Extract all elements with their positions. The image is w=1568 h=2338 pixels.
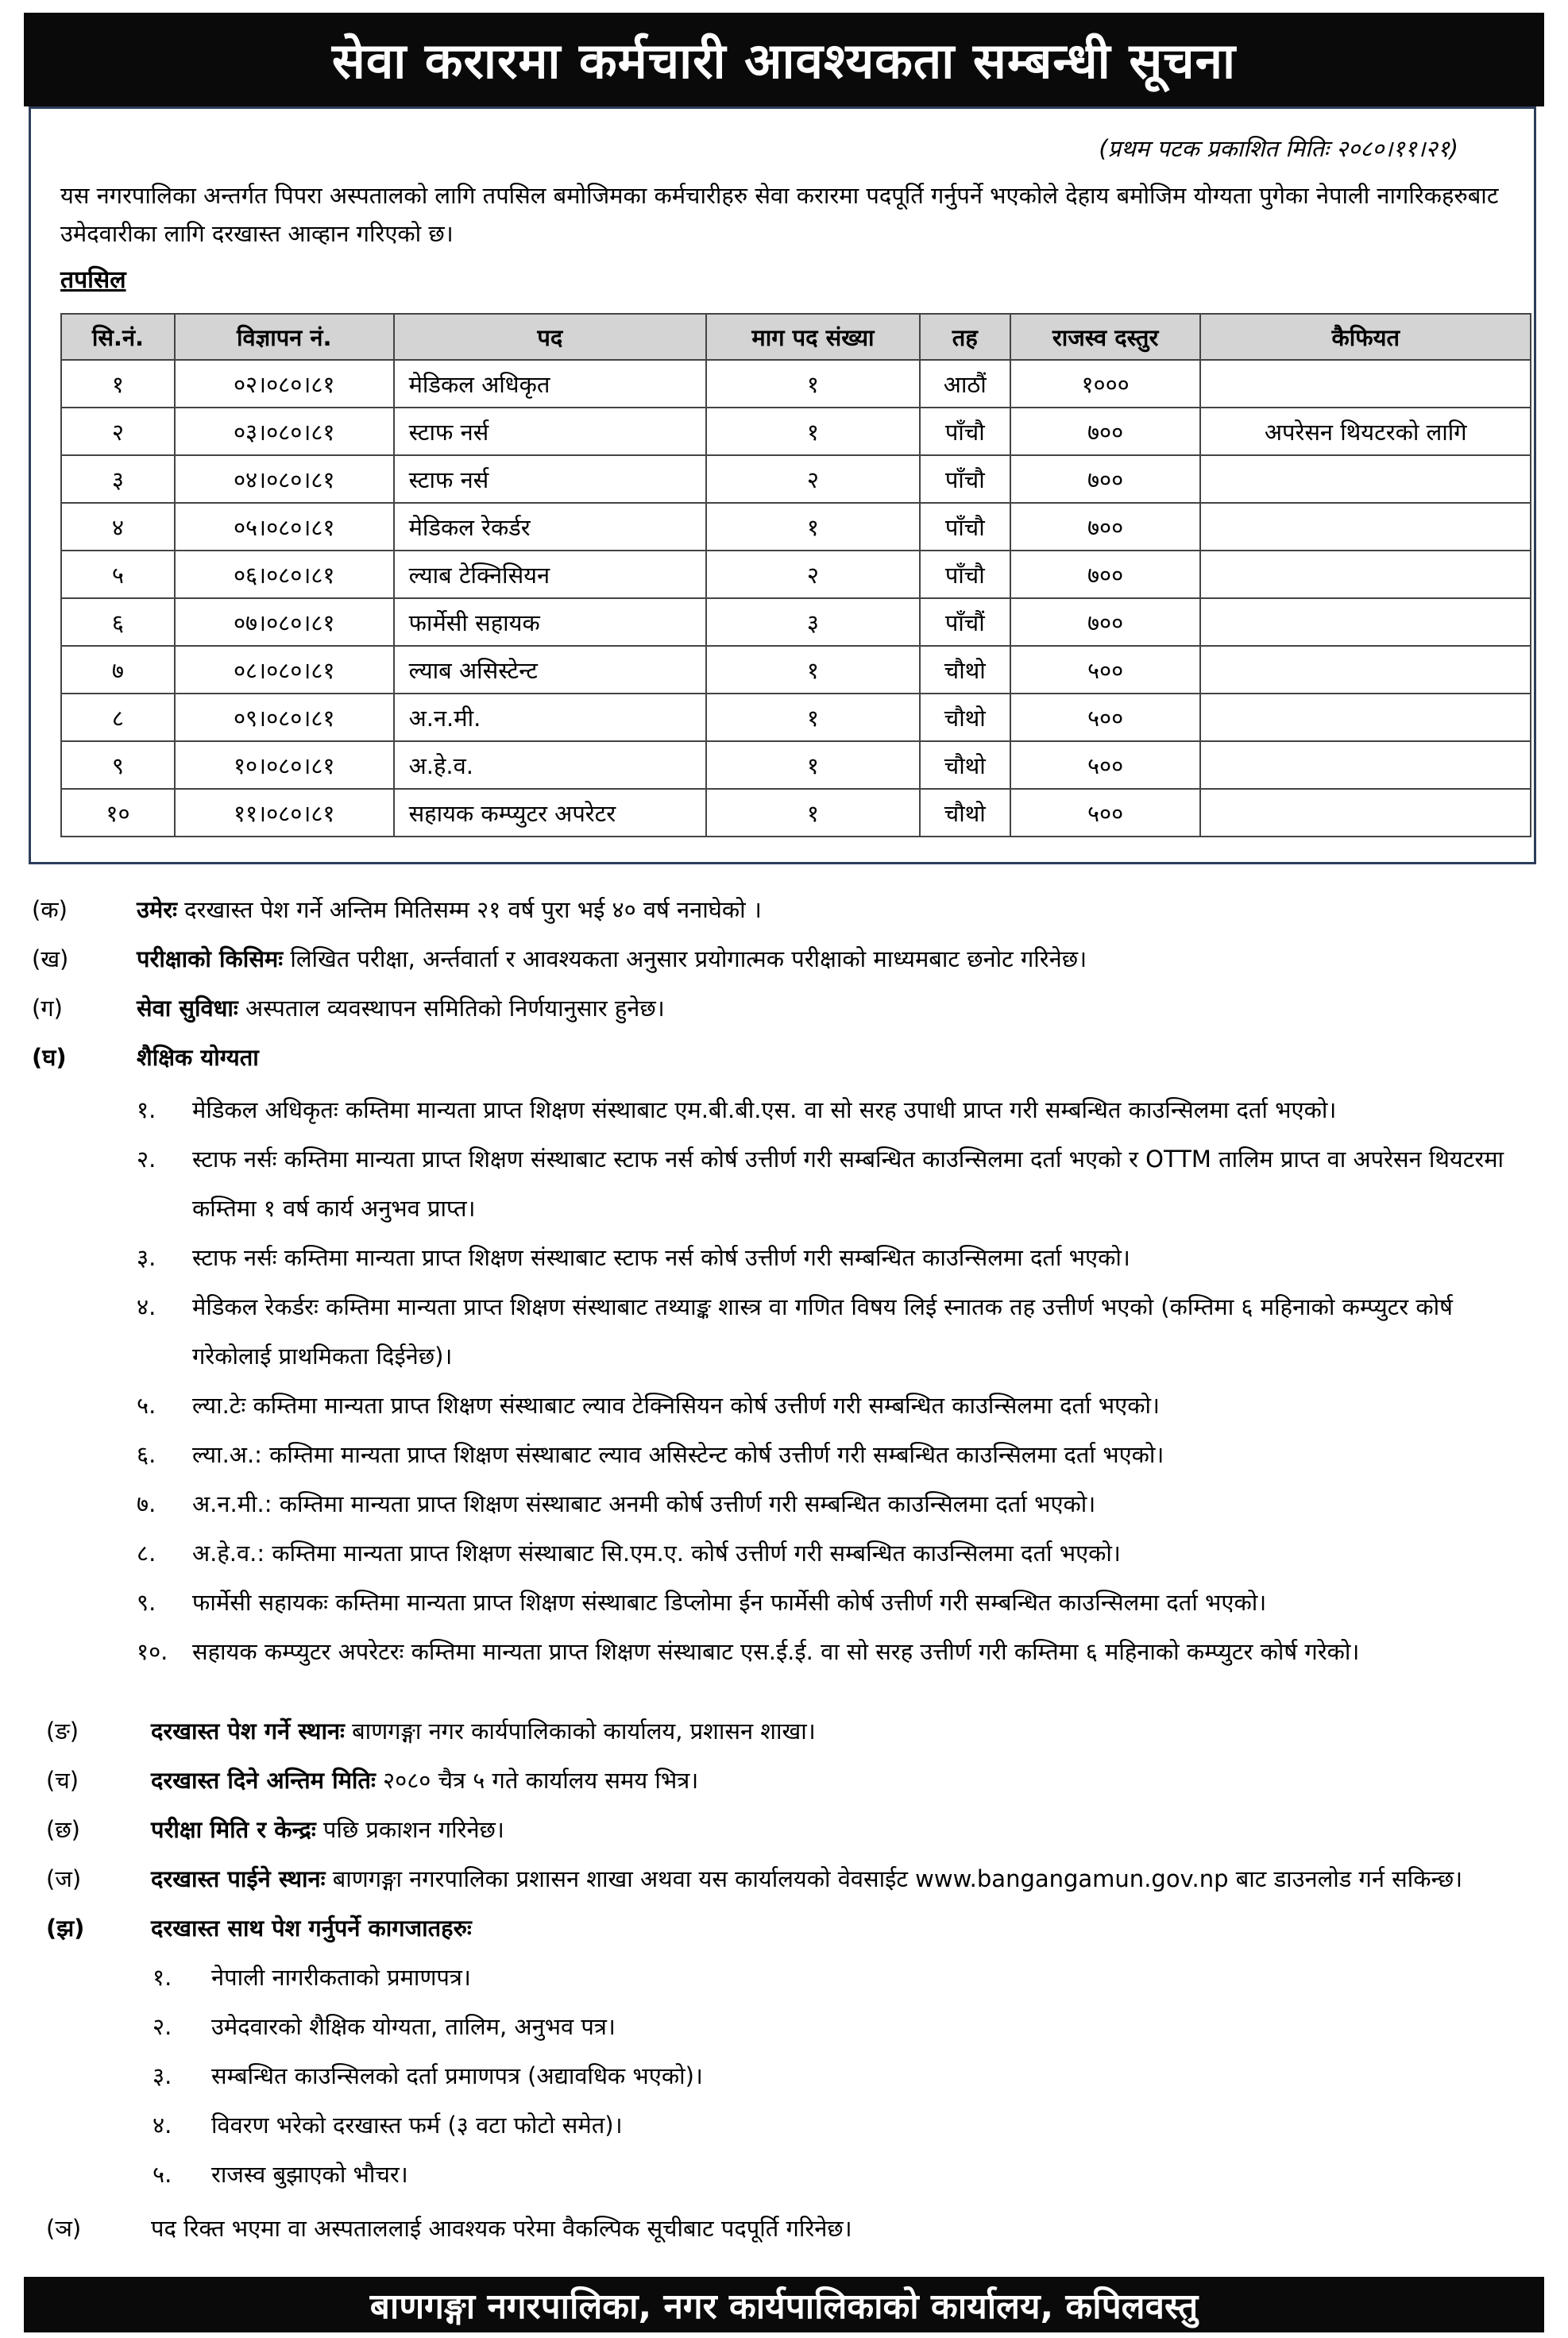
table-row — [61, 503, 1531, 551]
item-number: ४. — [137, 1293, 156, 1320]
publication-date: (प्रथम पटक प्रकाशित मितिः २०८०।११।२१) — [1099, 135, 1458, 162]
item-number: २. — [153, 2013, 172, 2040]
cell-fee: ५०० — [1010, 741, 1201, 789]
item-text: पद रिक्त भएमा वा अस्पताललाई आवश्यक परेमा वैकल्पिक सूचीबाट पदपूर्ति गरिनेछ। — [151, 2215, 852, 2242]
exam-date-center — [46, 1805, 1533, 1854]
item-text: उमेदवारको शैक्षिक योग्यता, तालिम, अनुभव पत्र। — [211, 2013, 616, 2040]
cell-level: पाँचौ — [920, 455, 1010, 503]
required-documents — [46, 1903, 1533, 1953]
item-number: ३. — [153, 2062, 172, 2089]
list-item — [153, 1953, 1503, 2002]
item-text: पछि प्रकाशन गरिनेछ। — [315, 1816, 504, 1843]
item-text: मेडिकल अधिकृतः कम्तिमा मान्यता प्राप्त शिक्षण संस्थाबाट एम.बी.बी.एस. वा सो सरह उपाधी प्राप्त गरी सम्बन्धित काउन्सिलमा दर्ता भएको। — [192, 1096, 1337, 1123]
cell-remarks — [1200, 360, 1531, 408]
cell-fee: ५०० — [1010, 694, 1201, 741]
cell-sn: ७ — [61, 646, 175, 694]
item-marker: (झ) — [46, 1915, 85, 1942]
intro-paragraph: यस नगरपालिका अन्तर्गत पिपरा अस्पतालको लागि तपसिल बमोजिमका कर्मचारीहरु सेवा करारमा पदपूर्ति गर्नुपर्ने भएकोले देहाय बमोजिम योग्यता पुगेका नेपाली नागरिकहरुबाट उमेदवारीका लागि दरखास्त आव्हान गरिएको छ। — [60, 182, 1499, 247]
cell-sn: ९ — [61, 741, 175, 789]
cell-ad-no: ०४।०८०।८१ — [175, 455, 394, 503]
cell-count: १ — [706, 789, 920, 837]
cell-ad-no: ०३।०८०।८१ — [175, 408, 394, 455]
cell-count: १ — [706, 408, 920, 455]
item-marker: (घ) — [32, 1044, 67, 1071]
cell-sn: ४ — [61, 503, 175, 551]
cell-fee: ७०० — [1010, 408, 1201, 455]
application-deadline — [46, 1756, 1533, 1805]
header-sn: सि.नं. — [61, 314, 175, 360]
list-item — [137, 1578, 1535, 1627]
item-text: २०८० चैत्र ५ गते कार्यालय समय भित्र। — [375, 1767, 699, 1794]
cell-sn: १ — [61, 360, 175, 408]
list-item — [137, 1233, 1535, 1282]
cell-remarks — [1200, 646, 1531, 694]
cell-post: स्टाफ नर्स — [394, 408, 707, 455]
cell-post: अ.न.मी. — [394, 694, 707, 741]
item-text: विवरण भरेको दरखास्त फर्म (३ वटा फोटो समेत)। — [211, 2112, 623, 2139]
cell-post: स्टाफ नर्स — [394, 455, 707, 503]
item-heading: दरखास्त साथ पेश गर्नुपर्ने कागजातहरुः — [151, 1915, 472, 1942]
item-heading: दरखास्त पाईने स्थानः — [151, 1865, 326, 1892]
cell-remarks — [1200, 741, 1531, 789]
notice-title: सेवा करारमा कर्मचारी आवश्यकता सम्बन्धी सूचना — [24, 13, 1544, 106]
cell-fee: ५०० — [1010, 789, 1201, 837]
header-count: माग पद संख्या — [706, 314, 920, 360]
cell-level: पाँचौ — [920, 503, 1010, 551]
list-item — [137, 1627, 1535, 1676]
cell-remarks: अपरेसन थियटरको लागि — [1200, 408, 1531, 455]
item-text: स्टाफ नर्सः कम्तिमा मान्यता प्राप्त शिक्षण संस्थाबाट स्टाफ नर्स कोर्ष उत्तीर्ण गरी सम्बन्धित काउन्सिलमा दर्ता भएको। — [192, 1244, 1130, 1271]
condition-education — [32, 1033, 1533, 1082]
cell-remarks — [1200, 503, 1531, 551]
list-item — [153, 2100, 1503, 2150]
cell-ad-no: ०२।०८०।८१ — [175, 360, 394, 408]
cell-level: पाँचौ — [920, 408, 1010, 455]
footer-office-name: बाणगङ्गा नगरपालिका, नगर कार्यपालिकाको कार्यालय, कपिलवस्तु — [24, 2277, 1544, 2332]
item-heading: सेवा सुविधाः — [137, 995, 238, 1022]
list-item — [137, 1282, 1535, 1381]
cell-fee: ५०० — [1010, 646, 1201, 694]
cell-level: चौथो — [920, 646, 1010, 694]
cell-post: ल्याब असिस्टेन्ट — [394, 646, 707, 694]
item-number: १. — [137, 1096, 156, 1123]
cell-ad-no: ११।०८०।८१ — [175, 789, 394, 837]
item-number: ३. — [137, 1244, 156, 1271]
item-text: ल्या.टेः कम्तिमा मान्यता प्राप्त शिक्षण संस्थाबाट ल्याव टेक्निसियन कोर्ष उत्तीर्ण गरी सम्बन्धित काउन्सिलमा दर्ता भएको। — [192, 1392, 1160, 1419]
cell-fee: ७०० — [1010, 503, 1201, 551]
table-row — [61, 789, 1531, 837]
cell-ad-no: ०८।०८०।८१ — [175, 646, 394, 694]
cell-sn: ३ — [61, 455, 175, 503]
item-text: नेपाली नागरीकताको प्रमाणपत्र। — [211, 1964, 471, 1991]
documents-list — [153, 1953, 1503, 2199]
cell-post: मेडिकल रेकर्डर — [394, 503, 707, 551]
cell-count: १ — [706, 694, 920, 741]
item-number: ९. — [137, 1589, 156, 1616]
item-heading: उमेरः — [137, 896, 177, 923]
cell-level: पाँचौ — [920, 551, 1010, 598]
table-row — [61, 741, 1531, 789]
cell-count: १ — [706, 503, 920, 551]
posts-table — [60, 313, 1531, 837]
table-row — [61, 360, 1531, 408]
table-row — [61, 408, 1531, 455]
item-number: १. — [153, 1964, 172, 1991]
item-text: ल्या.अ.: कम्तिमा मान्यता प्राप्त शिक्षण संस्थाबाट ल्याव असिस्टेन्ट कोर्ष उत्तीर्ण गरी सम्बन्धित काउन्सिलमा दर्ता भएको। — [192, 1441, 1164, 1468]
item-heading: परीक्षाको किसिमः — [137, 945, 284, 972]
item-heading: शैक्षिक योग्यता — [137, 1044, 259, 1071]
cell-sn: २ — [61, 408, 175, 455]
item-marker: (छ) — [46, 1816, 80, 1843]
item-text: सहायक कम्प्युटर अपरेटरः कम्तिमा मान्यता प्राप्त शिक्षण संस्थाबाट एस.ई.ई. वा सो सरह उत्तीर्ण गरी कम्तिमा ६ महिनाको कम्प्युटर कोर्ष गरेको। — [192, 1638, 1360, 1665]
cell-count: ३ — [706, 598, 920, 646]
item-text: स्टाफ नर्सः कम्तिमा मान्यता प्राप्त शिक्षण संस्थाबाट स्टाफ नर्स कोर्ष उत्तीर्ण गरी सम्बन्धित काउन्सिलमा दर्ता भएको र OTTM तालिम प्राप्त वा अपरेसन थियटरमा कम्तिमा १ वर्ष कार्य अनुभव प्राप्त। — [192, 1146, 1504, 1222]
item-text: सम्बन्धित काउन्सिलको दर्ता प्रमाणपत्र (अद्यावधिक भएको)। — [211, 2062, 703, 2089]
form-availability — [46, 1854, 1533, 1903]
cell-post: फार्मेसी सहायक — [394, 598, 707, 646]
cell-sn: ६ — [61, 598, 175, 646]
item-marker: (ञ) — [46, 2215, 82, 2242]
list-item — [137, 1528, 1535, 1578]
cell-remarks — [1200, 455, 1531, 503]
cell-count: १ — [706, 360, 920, 408]
cell-level: पाँचौं — [920, 598, 1010, 646]
list-item — [137, 1381, 1535, 1430]
item-marker: (क) — [32, 896, 68, 923]
cell-fee: ७०० — [1010, 455, 1201, 503]
item-marker: (ङ) — [46, 1718, 79, 1745]
final-note — [46, 2204, 1533, 2253]
cell-level: चौथो — [920, 694, 1010, 741]
item-text: बाणगङ्गा नगर कार्यपालिकाको कार्यालय, प्रशासन शाखा। — [344, 1718, 816, 1745]
cell-fee: ७०० — [1010, 551, 1201, 598]
cell-fee: ७०० — [1010, 598, 1201, 646]
cell-count: १ — [706, 646, 920, 694]
application-place — [46, 1706, 1533, 1756]
item-text: दरखास्त पेश गर्ने अन्तिम मितिसम्म २१ वर्ष पुरा भई ४० वर्ष ननाघेको । — [176, 896, 762, 923]
list-item — [137, 1134, 1535, 1233]
item-number: ७. — [137, 1490, 156, 1517]
header-ad-no: विज्ञापन नं. — [175, 314, 394, 360]
condition-exam-type — [32, 934, 1533, 984]
cell-post: मेडिकल अधिकृत — [394, 360, 707, 408]
item-number: ४. — [153, 2112, 172, 2139]
cell-remarks — [1200, 551, 1531, 598]
item-heading: दरखास्त पेश गर्ने स्थानः — [151, 1718, 345, 1745]
cell-ad-no: ०७।०८०।८१ — [175, 598, 394, 646]
item-marker: (ज) — [46, 1865, 82, 1892]
item-text: अ.हे.व.: कम्तिमा मान्यता प्राप्त शिक्षण संस्थाबाट सि.एम.ए. कोर्ष उत्तीर्ण गरी सम्बन्धित काउन्सिलमा दर्ता भएको। — [192, 1540, 1121, 1567]
item-text: मेडिकल रेकर्डरः कम्तिमा मान्यता प्राप्त शिक्षण संस्थाबाट तथ्याङ्क शास्त्र वा गणित विषय लिई स्नातक तह उत्तीर्ण भएको (कम्तिमा ६ महिनाको कम्प्युटर कोर्ष गरेकोलाई प्राथमिकता दिईनेछ)। — [192, 1293, 1453, 1370]
header-fee: राजस्व दस्तुर — [1010, 314, 1201, 360]
item-text: अ.न.मी.: कम्तिमा मान्यता प्राप्त शिक्षण संस्थाबाट अनमी कोर्ष उत्तीर्ण गरी सम्बन्धित काउन्सिलमा दर्ता भएको। — [192, 1490, 1096, 1517]
table-row — [61, 551, 1531, 598]
cell-count: २ — [706, 551, 920, 598]
table-header-row — [61, 314, 1531, 360]
item-text: फार्मेसी सहायकः कम्तिमा मान्यता प्राप्त शिक्षण संस्थाबाट डिप्लोमा ईन फार्मेसी कोर्ष उत्तीर्ण गरी सम्बन्धित काउन्सिलमा दर्ता भएको। — [192, 1589, 1267, 1616]
cell-level: चौथो — [920, 741, 1010, 789]
cell-ad-no: ०६।०८०।८१ — [175, 551, 394, 598]
cell-count: २ — [706, 455, 920, 503]
item-heading: परीक्षा मिति र केन्द्रः — [151, 1816, 316, 1843]
cell-post: अ.हे.व. — [394, 741, 707, 789]
list-item — [153, 2051, 1503, 2100]
item-marker: (ग) — [32, 995, 63, 1022]
item-number: १०. — [137, 1638, 168, 1665]
cell-level: चौथो — [920, 789, 1010, 837]
list-item — [137, 1085, 1535, 1134]
item-text: लिखित परीक्षा, अर्न्तवार्ता र आवश्यकता अनुसार प्रयोगात्मक परीक्षाको माध्यमबाट छनोट गरिनेछ। — [283, 945, 1087, 972]
item-marker: (ख) — [32, 945, 69, 972]
item-number: ५. — [137, 1392, 156, 1419]
cell-count: १ — [706, 741, 920, 789]
cell-fee: १००० — [1010, 360, 1201, 408]
cell-post: ल्याब टेक्निसियन — [394, 551, 707, 598]
item-number: २. — [137, 1146, 156, 1173]
item-text: बाणगङ्गा नगरपालिका प्रशासन शाखा अथवा यस कार्यालयको वेवसाईट www.bangangamun.gov.np बाट डाउनलोड गर्न सकिन्छ। — [325, 1865, 1463, 1892]
condition-age — [32, 885, 1533, 934]
list-item — [153, 2150, 1503, 2199]
cell-post: सहायक कम्प्युटर अपरेटर — [394, 789, 707, 837]
cell-sn: ५ — [61, 551, 175, 598]
condition-facilities — [32, 984, 1533, 1033]
education-list — [137, 1085, 1535, 1676]
header-level: तह — [920, 314, 1010, 360]
cell-ad-no: ०५।०८०।८१ — [175, 503, 394, 551]
cell-ad-no: १०।०८०।८१ — [175, 741, 394, 789]
cell-sn: १० — [61, 789, 175, 837]
cell-level: आठौं — [920, 360, 1010, 408]
item-text: राजस्व बुझाएको भौचर। — [211, 2161, 408, 2188]
table-row — [61, 598, 1531, 646]
cell-ad-no: ०९।०८०।८१ — [175, 694, 394, 741]
item-heading: दरखास्त दिने अन्तिम मितिः — [151, 1767, 376, 1794]
header-remarks: कैफियत — [1200, 314, 1531, 360]
cell-remarks — [1200, 598, 1531, 646]
item-number: ५. — [153, 2161, 172, 2188]
header-post: पद — [394, 314, 707, 360]
cell-sn: ८ — [61, 694, 175, 741]
table-row — [61, 455, 1531, 503]
cell-remarks — [1200, 694, 1531, 741]
list-item — [137, 1430, 1535, 1479]
item-number: ८. — [137, 1540, 156, 1567]
cell-remarks — [1200, 789, 1531, 837]
table-row — [61, 694, 1531, 741]
item-marker: (च) — [46, 1767, 79, 1794]
list-item — [137, 1479, 1535, 1528]
list-item — [153, 2002, 1503, 2051]
item-number: ६. — [137, 1441, 156, 1468]
table-row — [61, 646, 1531, 694]
tapsil-heading: तपसिल — [60, 266, 126, 294]
item-text: अस्पताल व्यवस्थापन समितिको निर्णयानुसार हुनेछ। — [238, 995, 665, 1022]
